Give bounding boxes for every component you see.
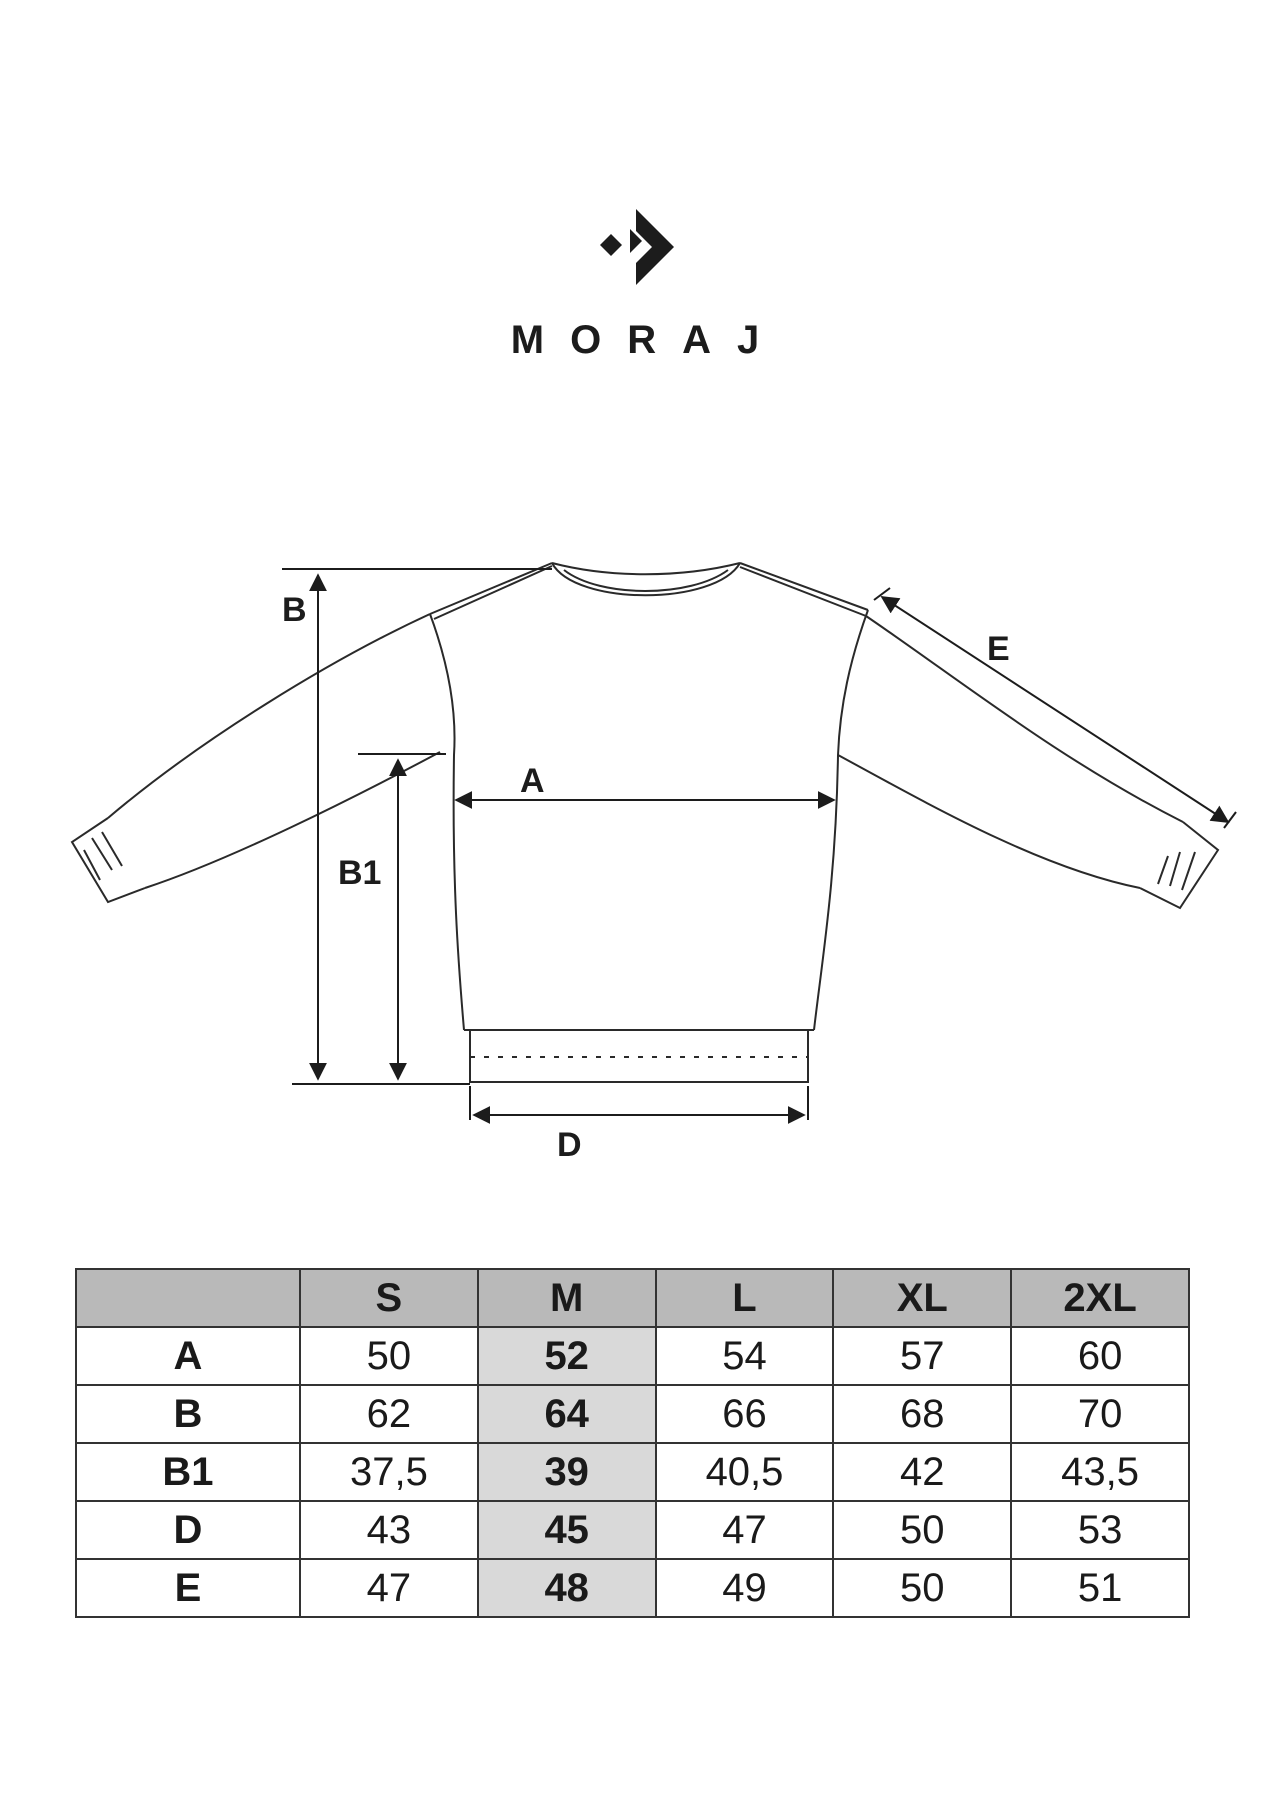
row-label: E xyxy=(76,1559,300,1617)
table-cell: 50 xyxy=(300,1327,478,1385)
table-cell: 70 xyxy=(1011,1385,1189,1443)
brand-logo-icon xyxy=(596,205,680,285)
brand-name: MORAJ xyxy=(510,318,786,362)
table-cell: 47 xyxy=(300,1559,478,1617)
table-cell: 50 xyxy=(833,1501,1011,1559)
table-cell-highlighted: 48 xyxy=(478,1559,656,1617)
table-cell: 43,5 xyxy=(1011,1443,1189,1501)
row-label: B1 xyxy=(76,1443,300,1501)
table-cell: 68 xyxy=(833,1385,1011,1443)
row-label: A xyxy=(76,1327,300,1385)
table-cell: 62 xyxy=(300,1385,478,1443)
table-cell: 40,5 xyxy=(656,1443,834,1501)
table-cell: 51 xyxy=(1011,1559,1189,1617)
table-cell: 57 xyxy=(833,1327,1011,1385)
table-row xyxy=(76,1501,1189,1559)
header-size-m: M xyxy=(478,1269,656,1327)
size-chart-table xyxy=(75,1268,1190,1618)
table-row xyxy=(76,1443,1189,1501)
row-label: D xyxy=(76,1501,300,1559)
table-cell: 54 xyxy=(656,1327,834,1385)
table-cell-highlighted: 39 xyxy=(478,1443,656,1501)
row-label: B xyxy=(76,1385,300,1443)
table-cell: 53 xyxy=(1011,1501,1189,1559)
table-header-row xyxy=(76,1269,1189,1327)
table-cell: 42 xyxy=(833,1443,1011,1501)
table-row xyxy=(76,1559,1189,1617)
table-cell: 43 xyxy=(300,1501,478,1559)
table-cell: 60 xyxy=(1011,1327,1189,1385)
label-a: A xyxy=(520,762,545,800)
table-cell-highlighted: 52 xyxy=(478,1327,656,1385)
table-cell: 47 xyxy=(656,1501,834,1559)
table-cell: 49 xyxy=(656,1559,834,1617)
garment-diagram xyxy=(0,540,1270,1180)
table-row xyxy=(76,1327,1189,1385)
label-e: E xyxy=(987,630,1010,668)
table-cell: 66 xyxy=(656,1385,834,1443)
label-b1: B1 xyxy=(338,854,382,892)
table-cell-highlighted: 64 xyxy=(478,1385,656,1443)
table-row xyxy=(76,1385,1189,1443)
label-b: B xyxy=(282,591,307,629)
header-size-2xl: 2XL xyxy=(1011,1269,1189,1327)
header-corner-cell xyxy=(76,1269,300,1327)
table-cell: 37,5 xyxy=(300,1443,478,1501)
header-size-s: S xyxy=(300,1269,478,1327)
table-cell-highlighted: 45 xyxy=(478,1501,656,1559)
header-size-l: L xyxy=(656,1269,834,1327)
table-cell: 50 xyxy=(833,1559,1011,1617)
label-d: D xyxy=(557,1126,582,1164)
header-size-xl: XL xyxy=(833,1269,1011,1327)
